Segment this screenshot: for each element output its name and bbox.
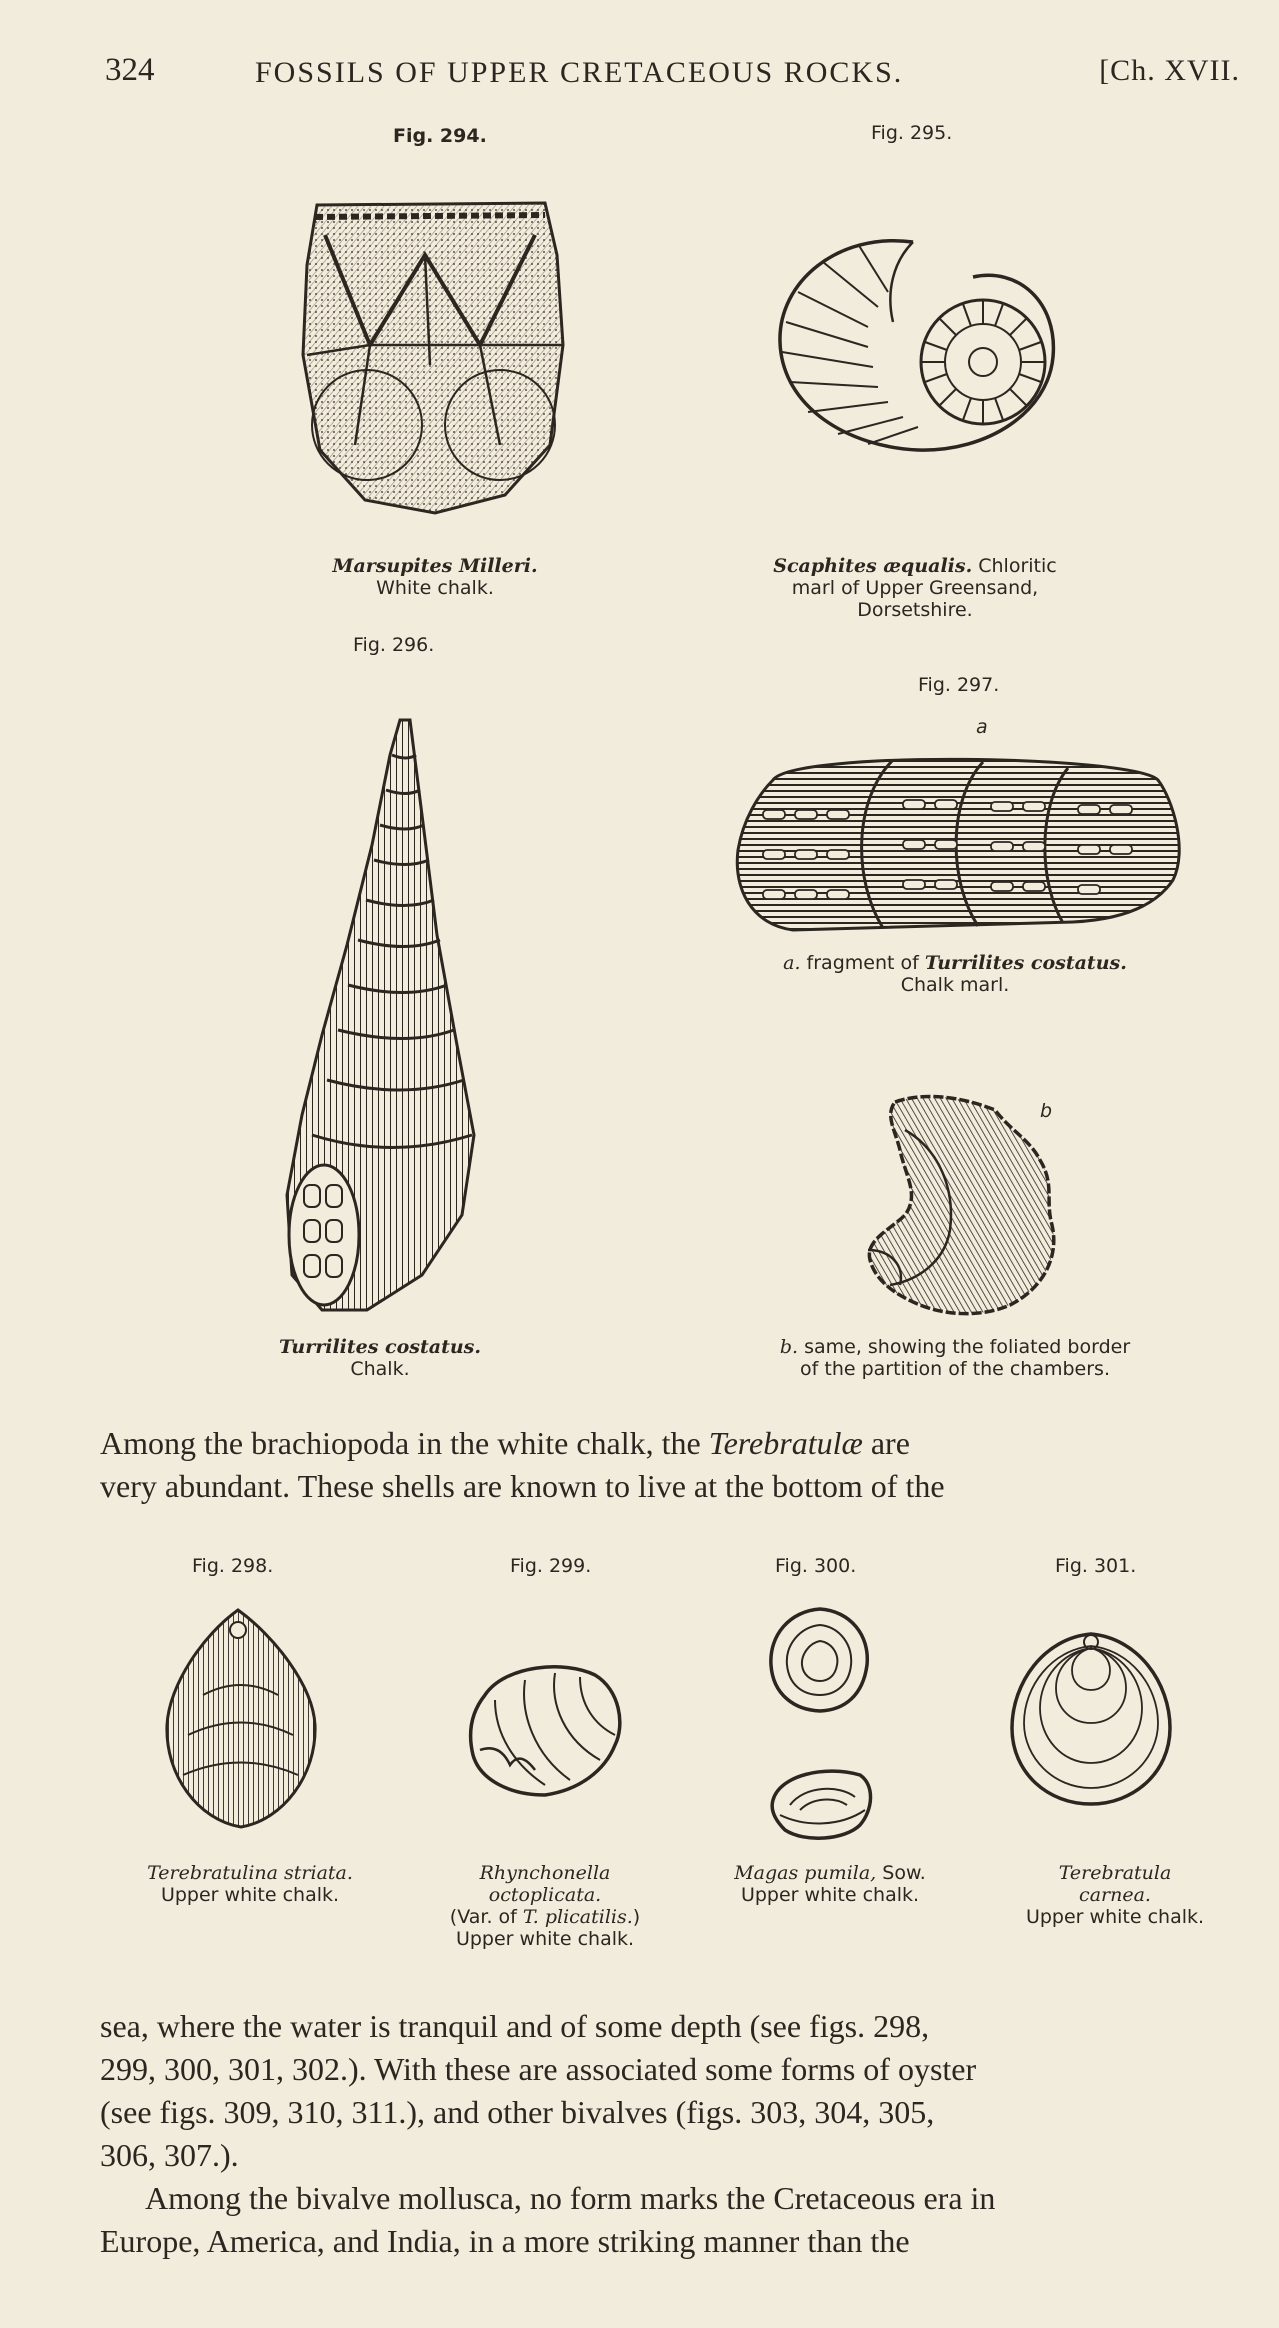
fig-297a-locality: Chalk marl. (900, 974, 1010, 996)
fig-301-label: Fig. 301. (1055, 1555, 1137, 1577)
paragraph-line: 306, 307.). (100, 2137, 239, 2173)
fig-299-variety-suffix: ) (632, 1906, 641, 1928)
paragraph-line (100, 1422, 1232, 1465)
fig-299-rhynchonella-illustration (465, 1655, 625, 1805)
fig-296-species-name: Turrilites costatus. (279, 1336, 481, 1358)
fig-301-caption (995, 1862, 1235, 1928)
fig-300-author: Sow. (876, 1862, 926, 1884)
genus-terebratulae: Terebratulæ (708, 1425, 863, 1461)
fig-297-part-b-letter: b (1040, 1100, 1053, 1122)
fig-299-species-name: octoplicata. (488, 1884, 602, 1906)
chapter-reference: [Ch. XVII. (1099, 54, 1240, 87)
paragraph-line: Among the bivalve mollusca, no form marks the Cretaceous era in (145, 2180, 996, 2216)
fig-300-locality: Upper white chalk. (740, 1884, 920, 1906)
fig-295-caption (745, 555, 1085, 621)
text-run: are (862, 1425, 910, 1461)
fig-299-variety-name: T. plicatilis. (522, 1906, 633, 1928)
fig-301-species-name: carnea. (1079, 1884, 1151, 1906)
fig-297-part-a-letter: a (976, 716, 988, 738)
fig-299-caption (400, 1862, 690, 1950)
fig-301-locality: Upper white chalk. (1025, 1906, 1205, 1928)
fig-297b-prefix: b. (779, 1336, 799, 1358)
fig-301-genus-name: Terebratula (1058, 1862, 1172, 1884)
fig-294-marsupites-illustration (295, 195, 570, 515)
fig-299-locality: Upper white chalk. (455, 1928, 635, 1950)
fig-294-caption (305, 555, 565, 599)
fig-297a-caption-text: fragment of (800, 952, 925, 974)
paragraph-brachiopoda-continued (100, 2005, 1232, 2177)
fig-295-species-name: Scaphites æqualis. (773, 555, 973, 577)
fig-294-locality: White chalk. (376, 577, 494, 599)
fig-299-genus-name: Rhynchonella (479, 1862, 611, 1884)
fig-295-locality: marl of Upper Greensand, (791, 577, 1039, 599)
paragraph-brachiopoda (100, 1422, 1232, 1508)
fig-298-species-name: Terebratulina striata. (147, 1862, 353, 1884)
fig-295-locality-county: Dorsetshire. (857, 599, 973, 621)
paragraph-line: sea, where the water is tranquil and of some depth (see figs. 298, (100, 2008, 930, 2044)
fig-294-species-name: Marsupites Milleri. (332, 555, 538, 577)
fig-295-scaphites-illustration (768, 222, 1060, 457)
fig-298-locality: Upper white chalk. (160, 1884, 340, 1906)
running-head (105, 52, 1240, 102)
running-title: FOSSILS OF UPPER CRETACEOUS ROCKS. (255, 56, 904, 89)
fig-300-caption (680, 1862, 980, 1906)
fig-297-label: Fig. 297. (918, 674, 1000, 696)
paragraph-bivalve-mollusca (100, 2177, 1232, 2263)
paragraph-line: (see figs. 309, 310, 311.), and other bivalves (figs. 303, 304, 305, (100, 2094, 935, 2130)
fig-298-caption (120, 1862, 380, 1906)
fig-299-label: Fig. 299. (510, 1555, 592, 1577)
fig-300-species-name: Magas pumila, (734, 1862, 877, 1884)
fig-301-terebratula-illustration (1008, 1628, 1174, 1808)
fig-297a-prefix: a. (783, 952, 801, 974)
fig-294-label: Fig. 294. (393, 125, 487, 147)
fig-297a-species-name: Turrilites costatus. (924, 952, 1127, 974)
fig-295-label: Fig. 295. (871, 122, 953, 144)
fig-298-label: Fig. 298. (192, 1555, 274, 1577)
fig-298-terebratulina-illustration (163, 1605, 318, 1830)
fig-296-caption (255, 1336, 505, 1380)
fig-299-variety-prefix: (Var. of (449, 1906, 523, 1928)
fig-296-locality: Chalk. (350, 1358, 410, 1380)
fig-297a-fragment-illustration (733, 740, 1183, 940)
paragraph-line: Europe, America, and India, in a more striking manner than the (100, 2223, 910, 2259)
fig-297a-caption (745, 952, 1165, 996)
paragraph-line: very abundant. These shells are known to live at the bottom of the (100, 1468, 945, 1504)
fig-296-turrilites-illustration (282, 715, 482, 1315)
fig-300-magas-illustration (765, 1605, 875, 1845)
text-run: Among the brachiopoda in the white chalk, the (100, 1425, 709, 1461)
fig-296-label: Fig. 296. (353, 634, 435, 656)
fig-295-caption-text: Chloritic (972, 555, 1057, 577)
fig-297b-caption-text: same, showing the foliated border (798, 1336, 1131, 1358)
fig-297b-caption-line2: of the partition of the chambers. (800, 1358, 1110, 1380)
fig-297b-partition-illustration (860, 1090, 1060, 1320)
fig-300-label: Fig. 300. (775, 1555, 857, 1577)
page-number: 324 (105, 52, 155, 88)
fig-297b-caption (745, 1336, 1165, 1380)
paragraph-line: 299, 300, 301, 302.). With these are associated some forms of oyster (100, 2051, 977, 2087)
